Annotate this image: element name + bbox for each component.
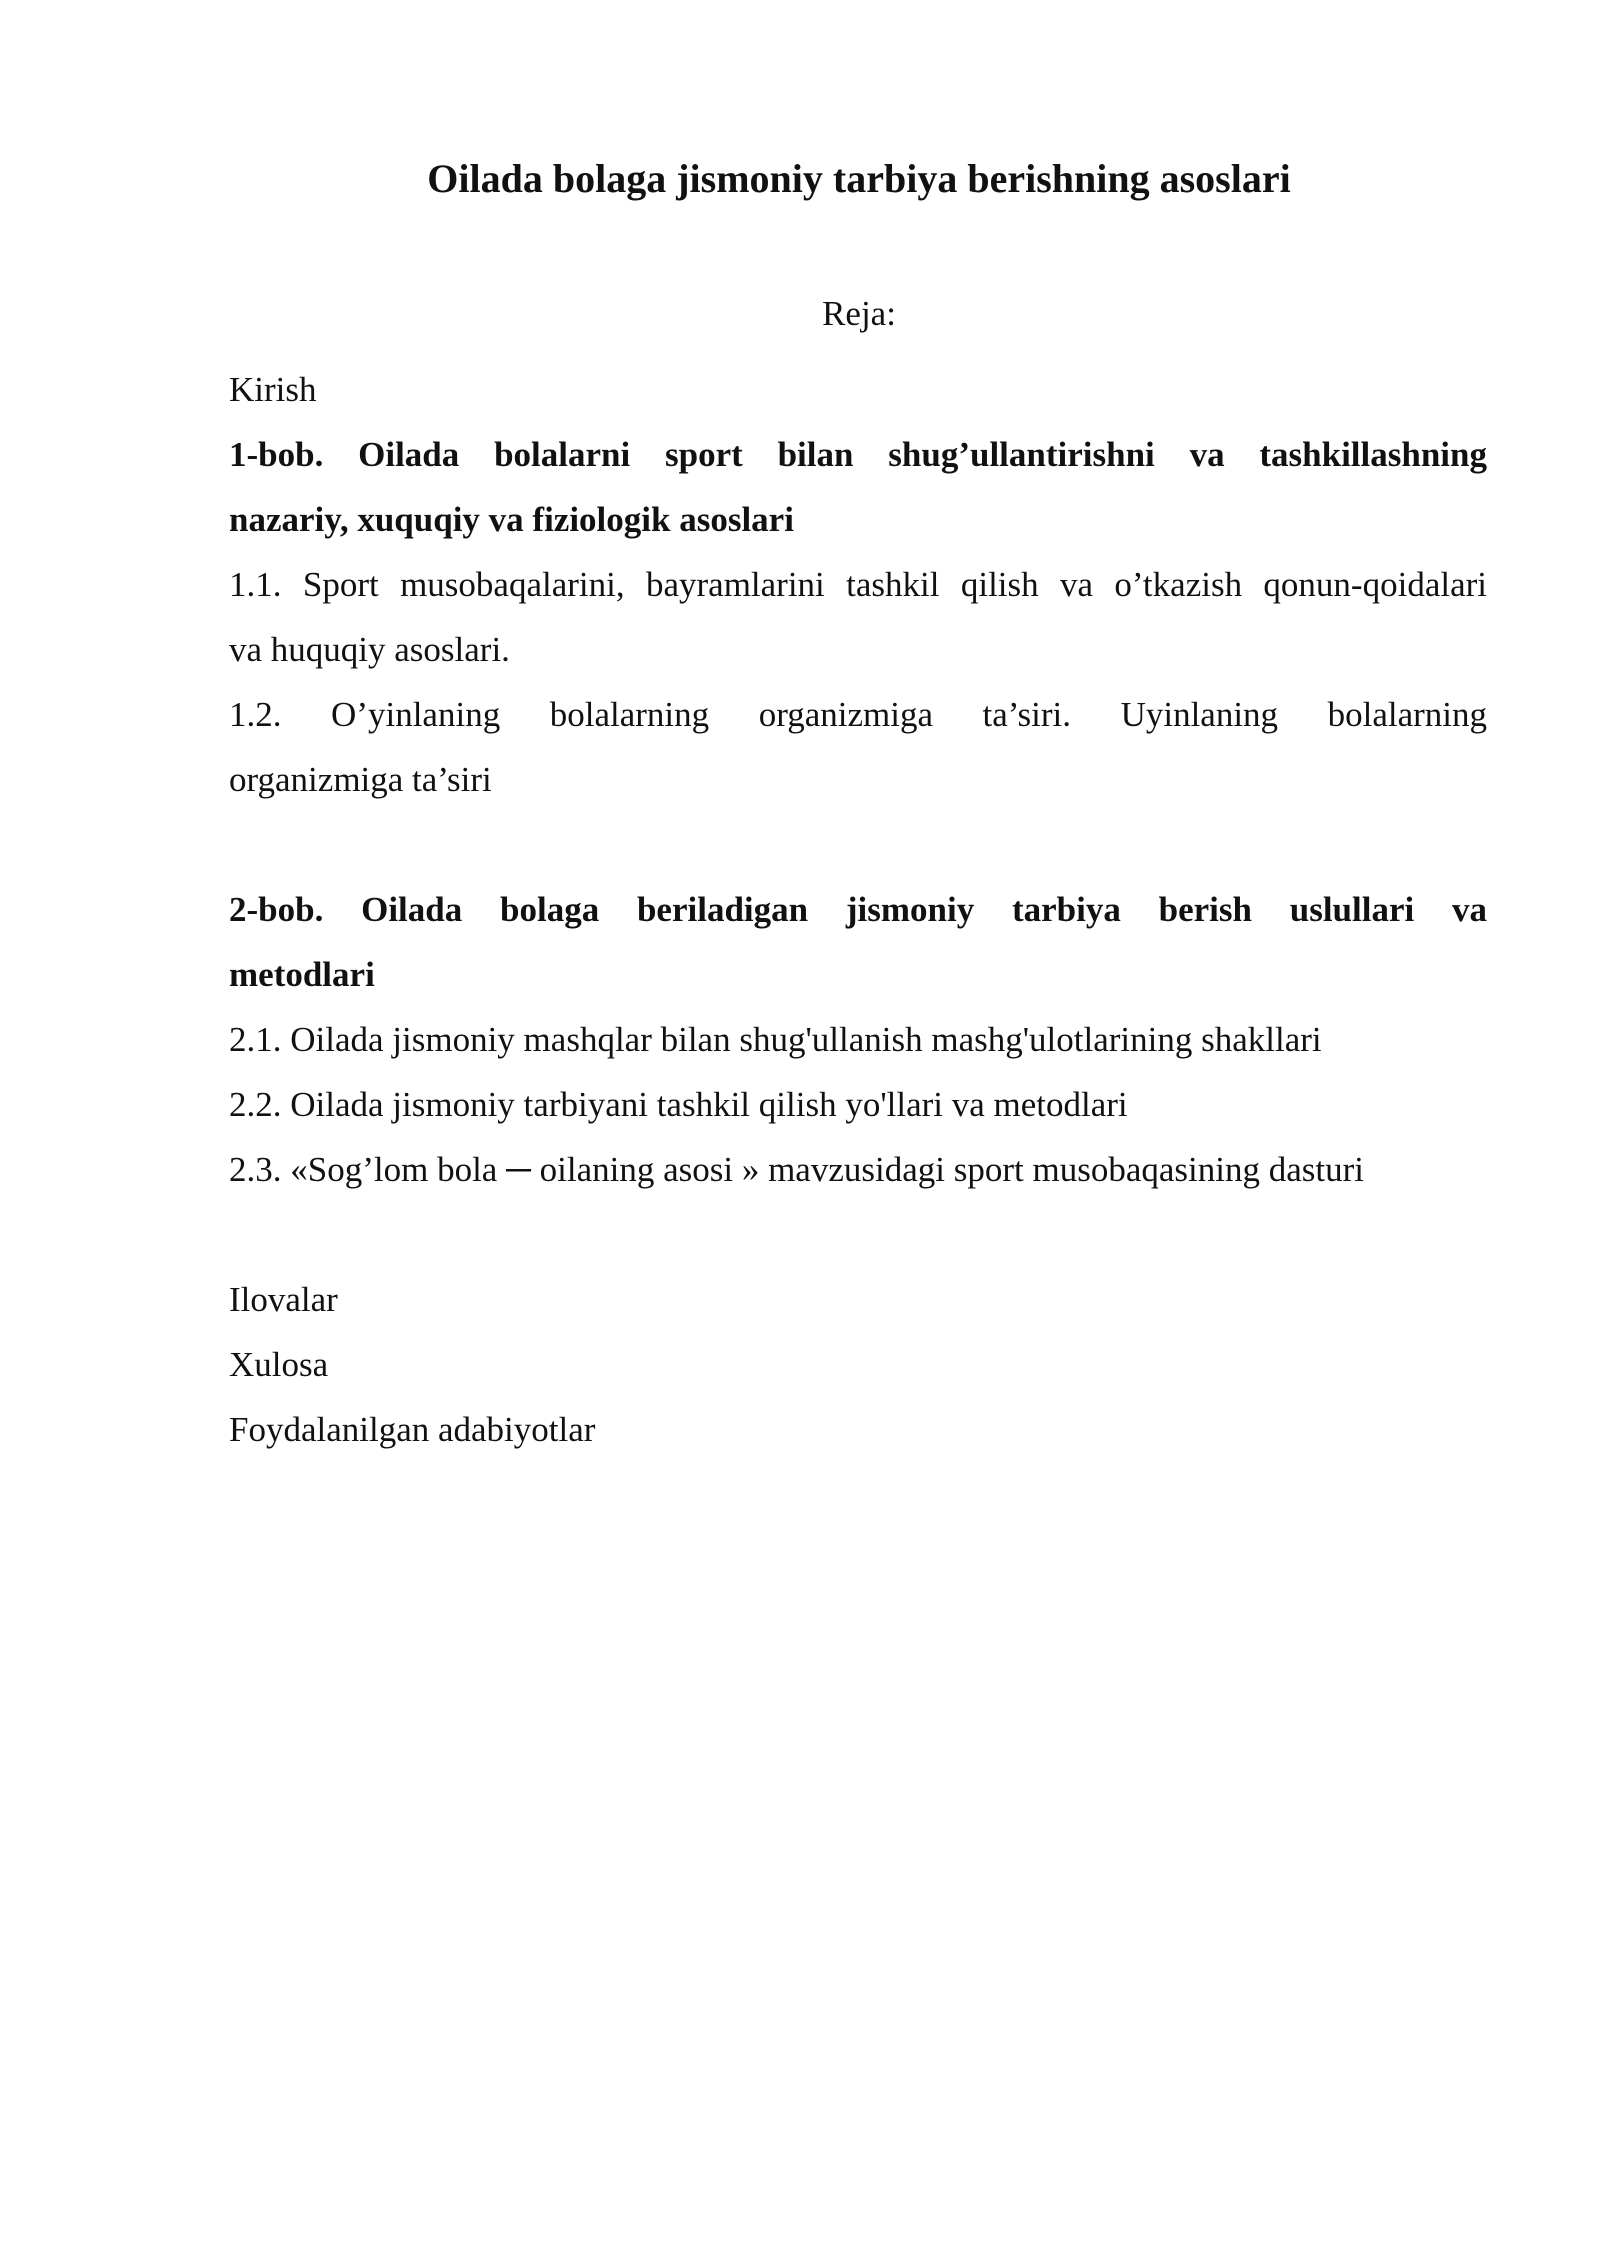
chapter2-heading-line1: 2-bob. Oilada bolaga beriladigan jismoniy tarbiya berish uslullari va — [229, 890, 1487, 929]
spacer — [229, 812, 1487, 877]
toc-item-1-1-line2: va huquqiy asoslari. — [229, 630, 510, 669]
toc-item-1-1-line1: 1.1. Sport musobaqalarini, bayramlarini tashkil qilish va o’tkazish qonun-qoidalari — [229, 565, 1487, 604]
toc-item-1-2-line2: organizmiga ta’siri — [229, 760, 492, 799]
chapter2-heading-line2: metodlari — [229, 955, 375, 994]
chapter1-heading-line1: 1-bob. Oilada bolalarni sport bilan shug’ullantirishni va tashkillashning — [229, 435, 1487, 474]
spacer — [229, 1202, 1487, 1267]
toc-item-2-1: 2.1. Oilada jismoniy mashqlar bilan shug'ullanish mashg'ulotlarining shakllari — [229, 1020, 1322, 1059]
toc-item-1-2-line1: 1.2. O’yinlaning bolalarning organizmiga ta’siri. Uyinlaning bolalarning — [229, 695, 1487, 734]
toc-appendix: Ilovalar — [229, 1280, 338, 1319]
toc-item-2-3: 2.3. «Sog’lom bola ─ oilaning asosi » mavzusidagi sport musobaqasining dasturi — [229, 1150, 1364, 1189]
chapter1-heading-line2: nazariy, xuquqiy va fiziologik asoslari — [229, 500, 794, 539]
toc-intro: Kirish — [229, 370, 317, 409]
toc-item-2-2: 2.2. Oilada jismoniy tarbiyani tashkil qilish yo'llari va metodlari — [229, 1085, 1128, 1124]
toc-conclusion: Xulosa — [229, 1345, 329, 1384]
table-of-contents — [229, 357, 1487, 1462]
plan-label: Reja: — [822, 294, 896, 333]
document-title: Oilada bolaga jismoniy tarbiya berishning asoslari — [427, 156, 1291, 201]
toc-references: Foydalanilgan adabiyotlar — [229, 1410, 596, 1449]
